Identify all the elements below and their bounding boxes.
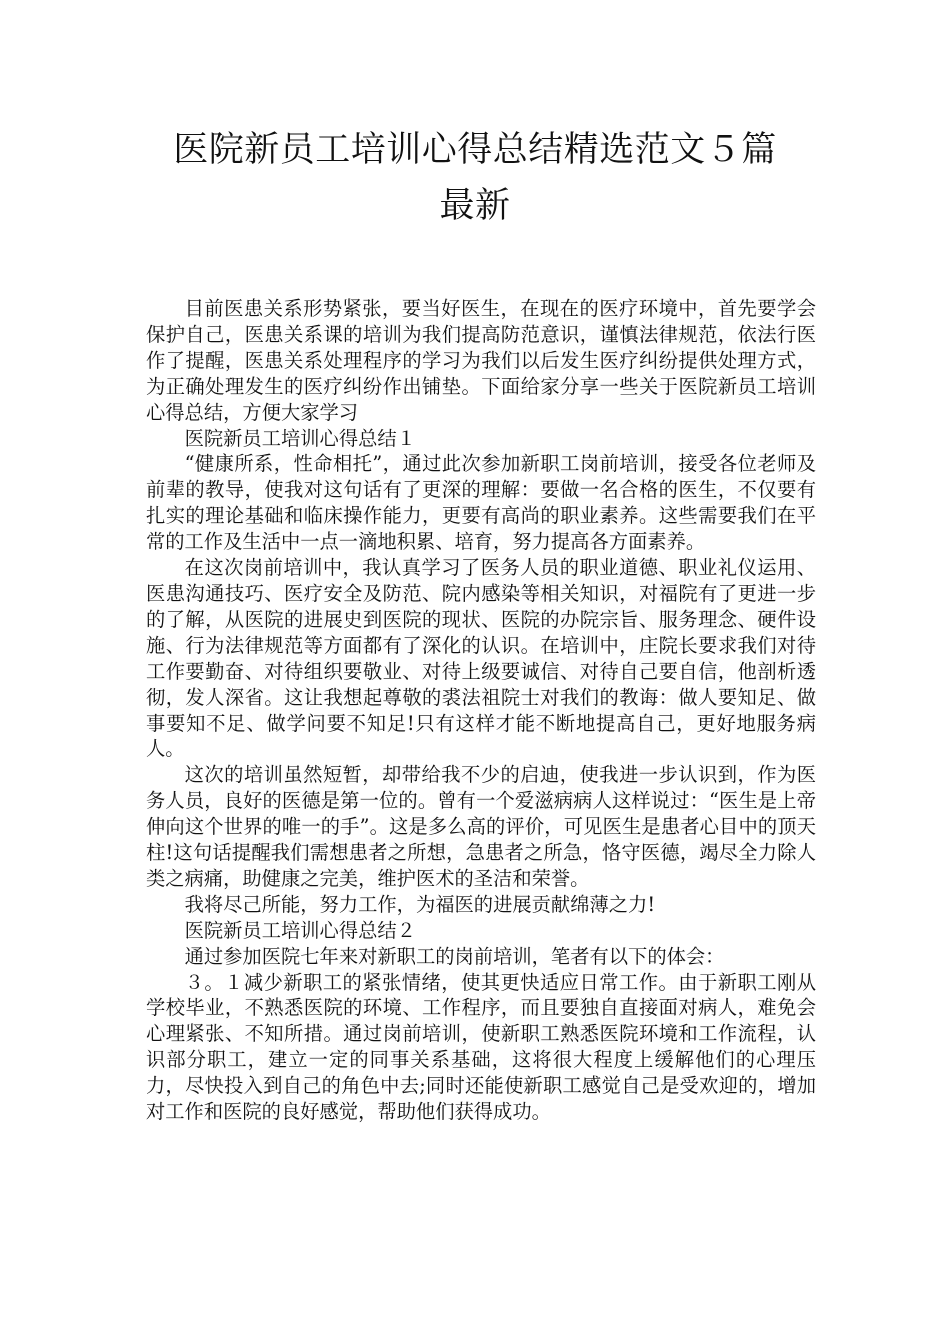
section-heading-2: 医院新员工培训心得总结２ [184, 918, 416, 942]
document-title [120, 122, 830, 234]
body-paragraph: “健康所系，性命相托”，通过此次参加新职工岗前培训，接受各位老师及前辈的教导，使我对这句话有了更深的理解：要做一名合格的医生，不仅要有扎实的理论基础和临床操作能力，更要有高尚的职业素养。这些需要我们在平常的工作及生活中一点一滴地积累、培育，努力提高各方面素养。 [146, 452, 816, 554]
title-line-2: 最新 [439, 186, 511, 226]
body-paragraph: ３。１减少新职工的紧张情绪，使其更快适应日常工作。由于新职工刚从学校毕业，不熟悉医院的环境、工作程序，而且要独自直接面对病人，难免会心理紧张、不知所措。通过岗前培训，使新职工熟悉医院环境和工作流程，认识部分职工，建立一定的同事关系基础，这将很大程度上缓解他们的心理压力，尽快投入到自己的角色中去;同时还能使新职工感觉自己是受欢迎的，增加对工作和医院的良好感觉，帮助他们获得成功。 [146, 970, 816, 1124]
body-paragraph: 在这次岗前培训中，我认真学习了医务人员的职业道德、职业礼仪运用、医患沟通技巧、医疗安全及防范、院内感染等相关知识，对福院有了更进一步的了解，从医院的进展史到医院的现状、医院的办院宗旨、服务理念、硬件设施、行为法律规范等方面都有了深化的认识。在培训中，庄院长要求我们对待工作要勤奋、对待组织要敬业、对待上级要诚信、对待自己要自信，他剖析透彻，发人深省。这让我想起尊敬的裘法祖院士对我们的教诲：做人要知足、做事要知不足、做学问要不知足!只有这样才能不断地提高自己，更好地服务病人。 [146, 556, 816, 761]
body-paragraph: 我将尽己所能，努力工作，为福医的进展贡献绵薄之力! [184, 892, 656, 916]
section-heading-1: 医院新员工培训心得总结１ [184, 426, 416, 450]
body-paragraph: 通过参加医院七年来对新职工的岗前培训，笔者有以下的体会： [184, 944, 725, 968]
body-paragraph: 这次的培训虽然短暂，却带给我不少的启迪，使我进一步认识到，作为医务人员，良好的医德是第一位的。曾有一个爱滋病病人这样说过：“医生是上帝伸向这个世界的唯一的手”。这是多么高的评价，可见医生是患者心目中的顶天柱!这句话提醒我们需想患者之所想，急患者之所急，恪守医德，竭尽全力除人类之病痛，助健康之完美，维护医术的圣洁和荣誉。 [146, 763, 816, 890]
intro-paragraph: 目前医患关系形势紧张，要当好医生，在现在的医疗环境中，首先要学会保护自己，医患关系课的培训为我们提高防范意识，谨慎法律规范，依法行医作了提醒，医患关系处理程序的学习为我们以后发生医疗纠纷提供处理方式，为正确处理发生的医疗纠纷作出铺垫。下面给家分享一些关于医院新员工培训心得总结，方便大家学习 [146, 297, 816, 424]
document-body [146, 296, 816, 1125]
title-line-1: 医院新员工培训心得总结精选范文５篇 [173, 130, 777, 170]
